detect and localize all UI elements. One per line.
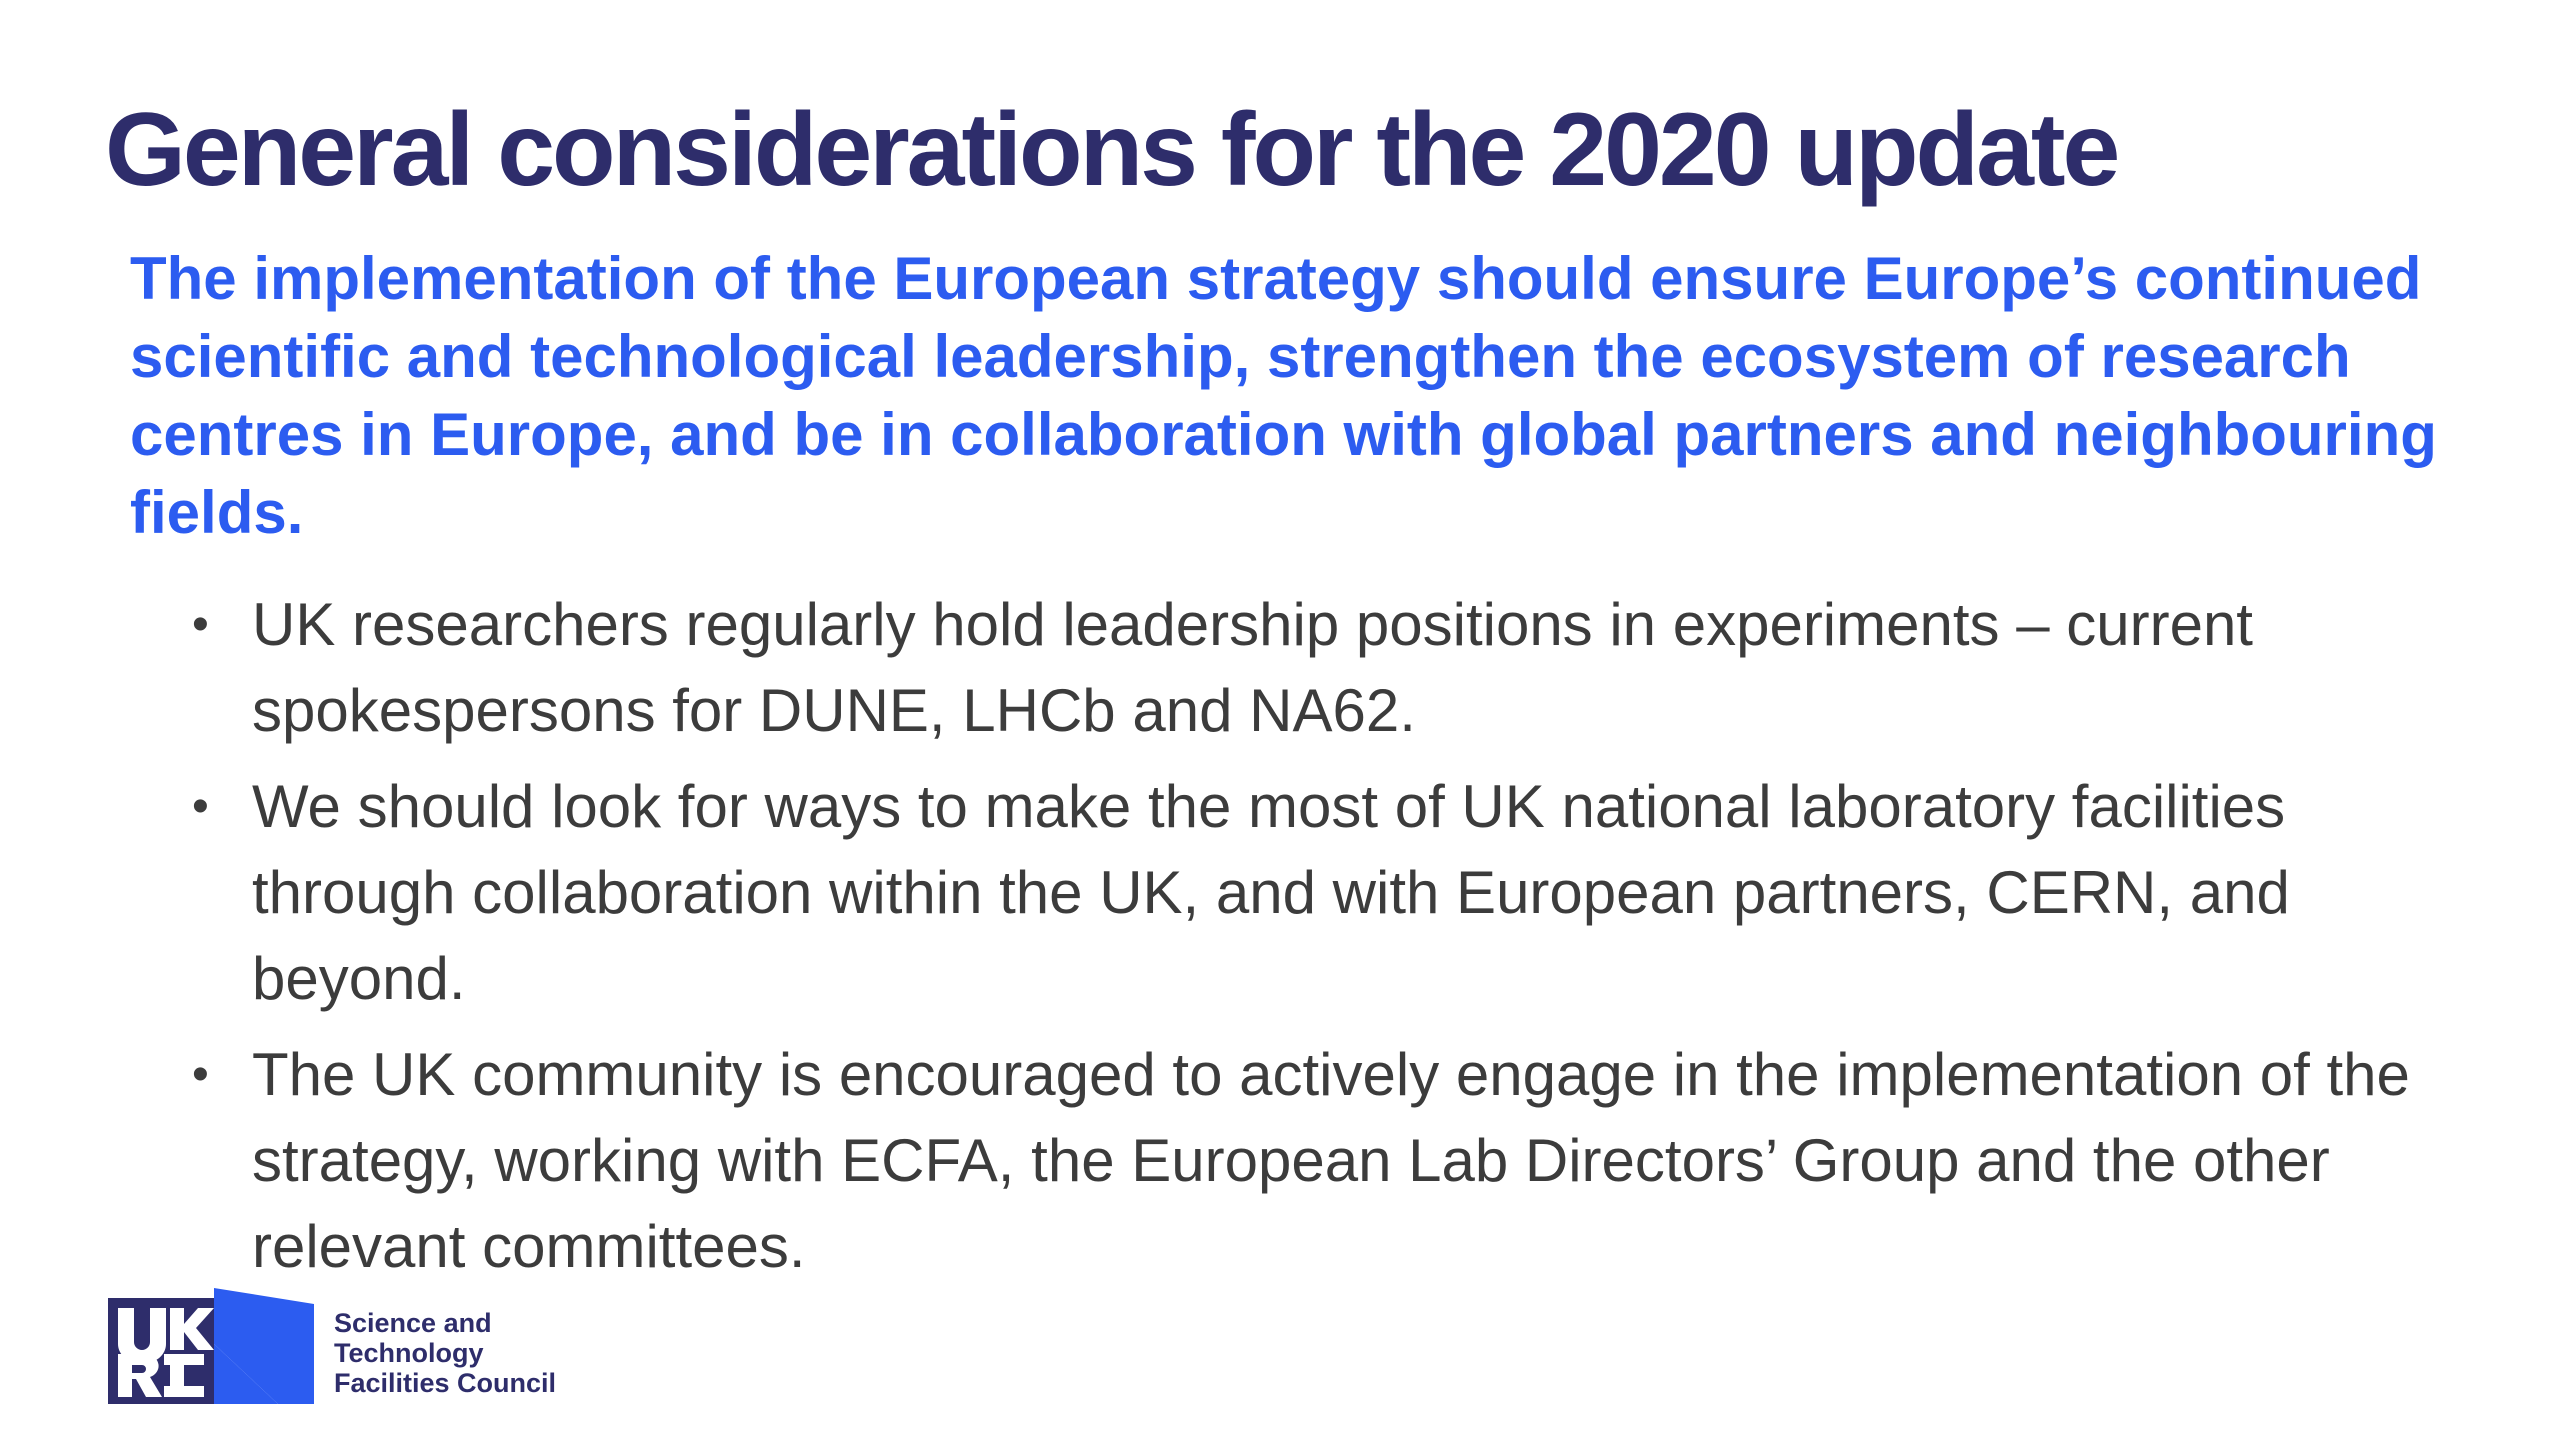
- stfc-wordmark-line: Facilities Council: [334, 1368, 557, 1398]
- bullet-list: [130, 582, 2450, 1300]
- bullet-text: We should look for ways to make the most of UK national laboratory facilities through collaboration within the UK, and with European partners, CERN, and beyond.: [252, 773, 2290, 1012]
- ukri-logo-mark: [108, 1288, 316, 1410]
- bullet-text: UK researchers regularly hold leadership positions in experiments – current spokespersons for DUNE, LHCb and NA62.: [252, 591, 2253, 744]
- bullet-marker: •: [192, 780, 209, 833]
- bullet-item: [130, 582, 2450, 754]
- bullet-item: [130, 764, 2450, 1022]
- slide-title: General considerations for the 2020 update: [105, 92, 2118, 208]
- bullet-marker: •: [192, 1048, 209, 1101]
- stfc-wordmark: [334, 1308, 556, 1398]
- bullet-marker: •: [192, 598, 209, 651]
- stfc-wordmark-line: Science and: [334, 1308, 492, 1338]
- bullet-item: [130, 1032, 2450, 1290]
- bullet-text: The UK community is encouraged to actively engage in the implementation of the strategy, working with ECFA, the European Lab Directors’ Group and the other relevant committees.: [252, 1041, 2410, 1280]
- ukri-stfc-logo: [108, 1288, 568, 1410]
- stfc-wordmark-line: Technology: [334, 1338, 484, 1368]
- lead-statement: The implementation of the European strategy should ensure Europe’s continued scientific and technological leadership, strengthen the ecosystem of research centres in Europe, and be in collaboration with global partners and neighbouring fields.: [130, 245, 2437, 546]
